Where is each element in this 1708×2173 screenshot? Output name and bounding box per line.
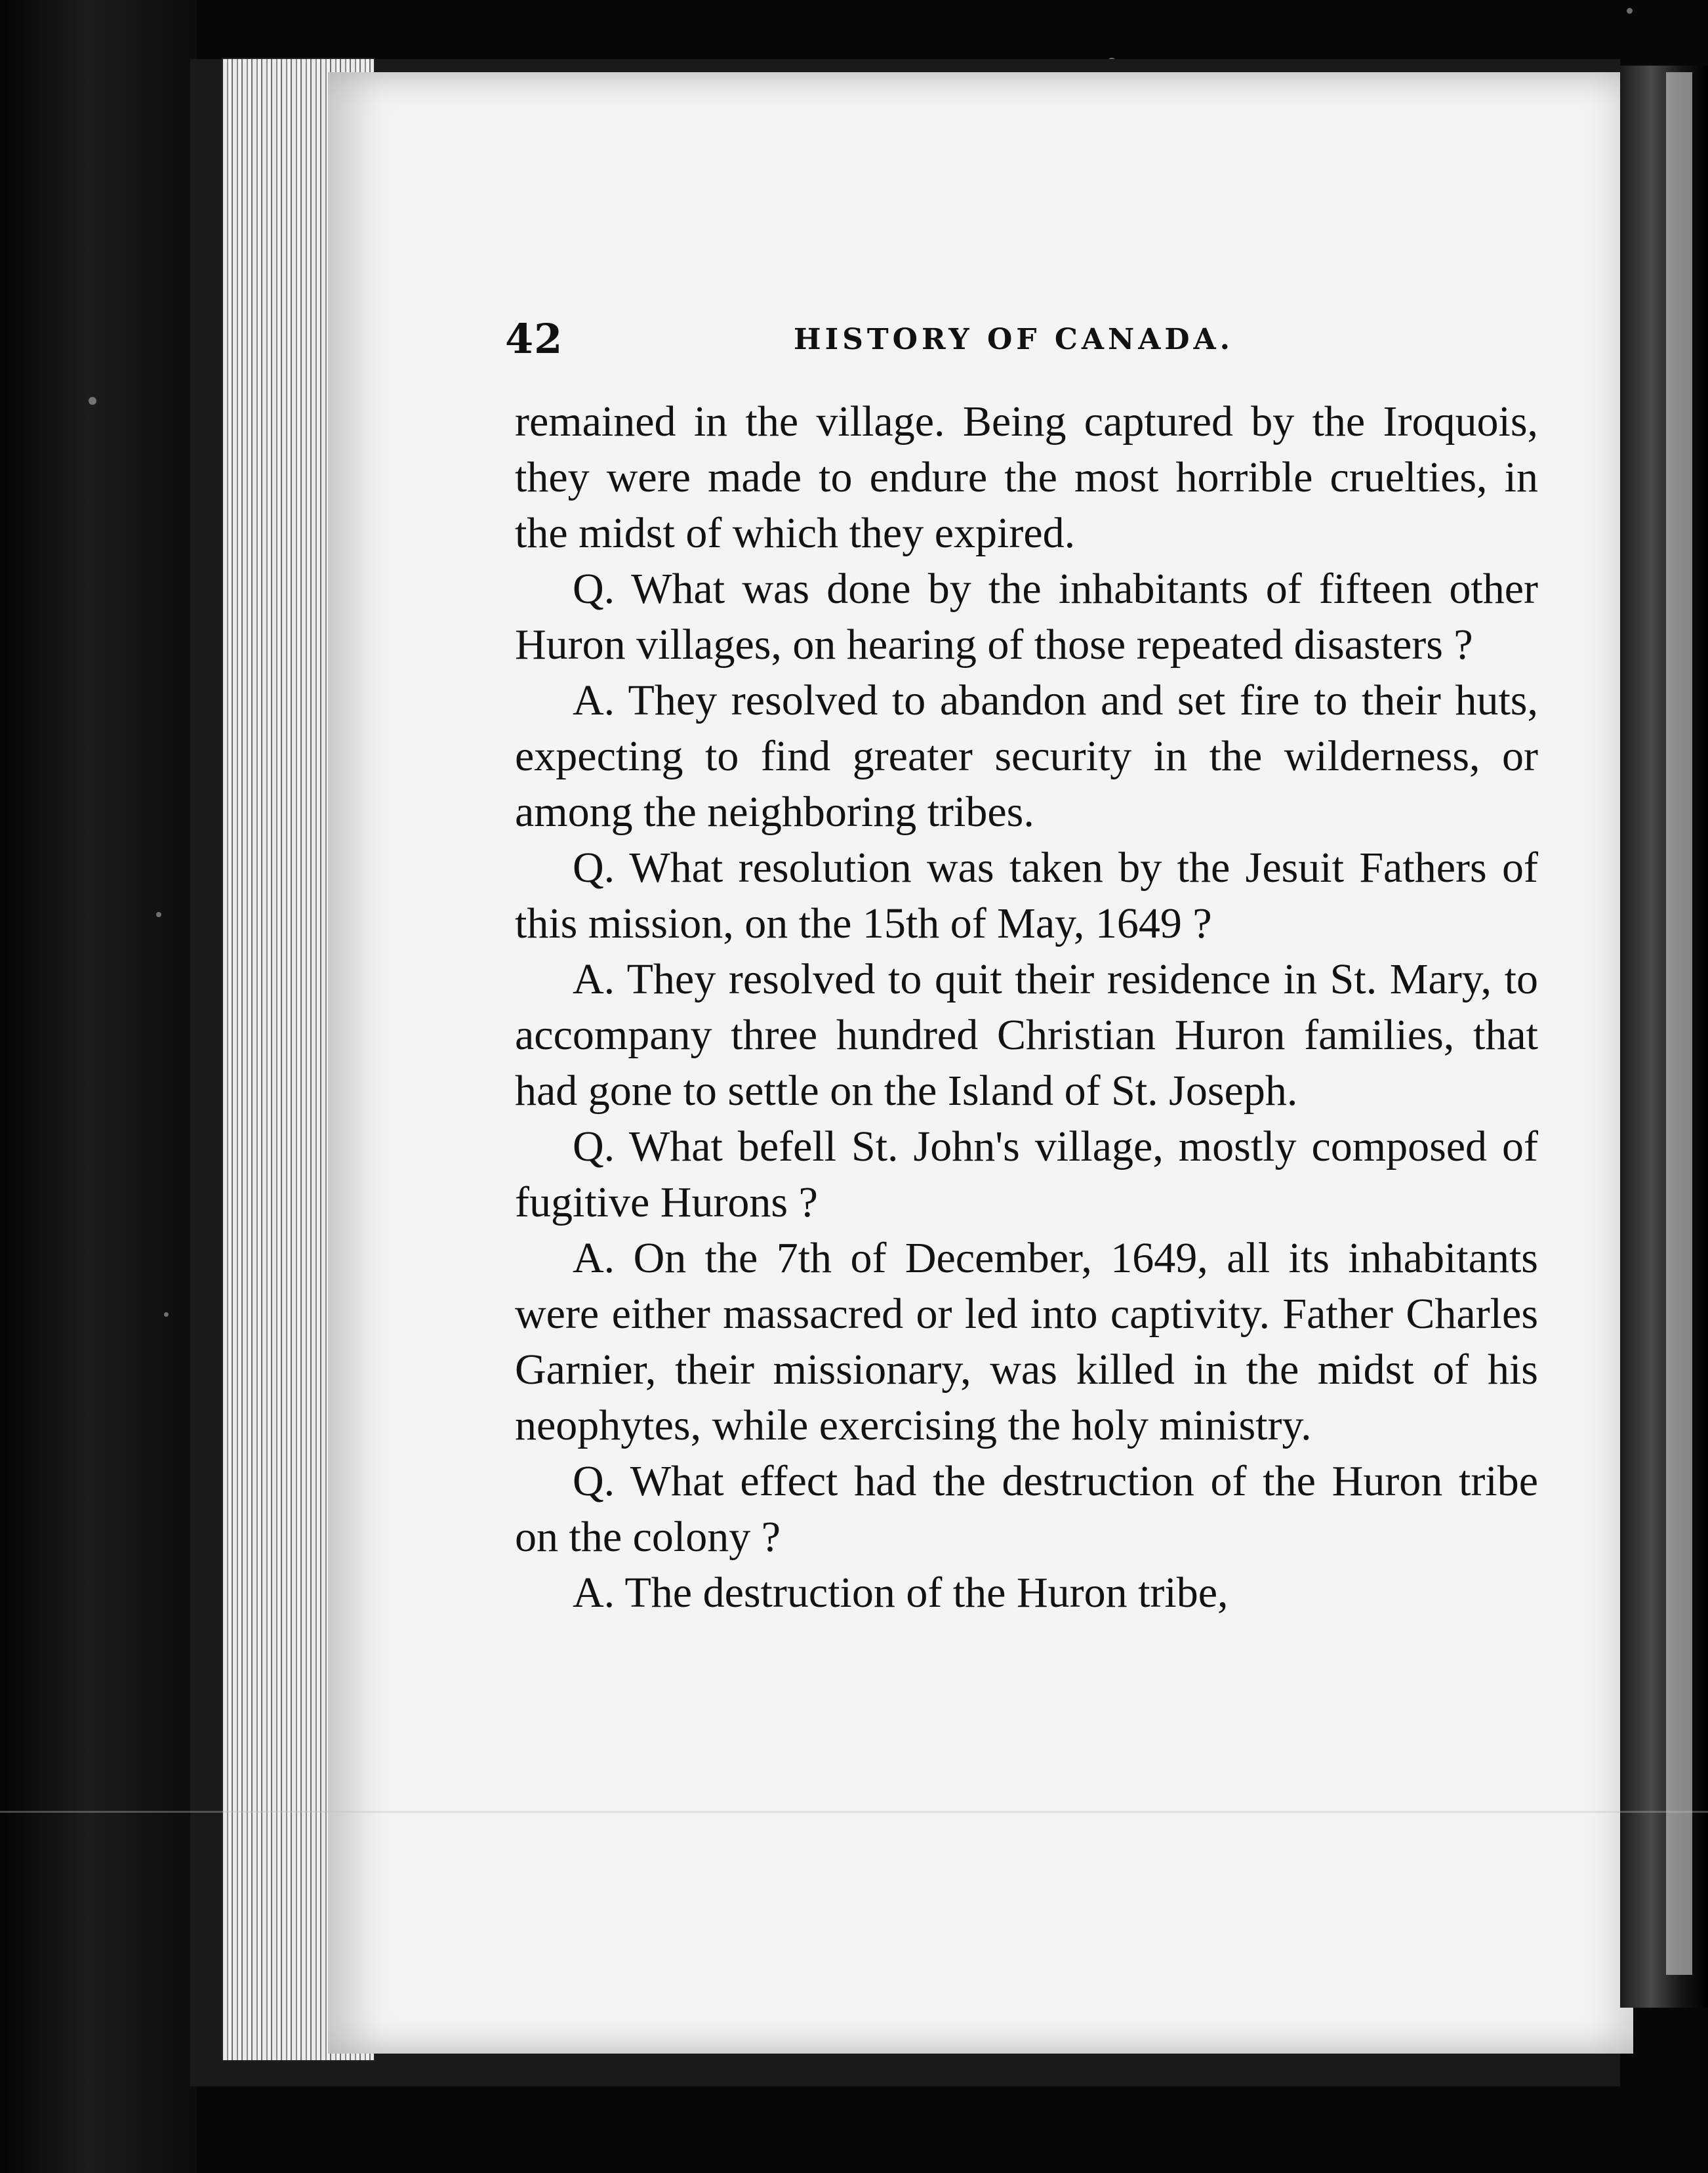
scan-line-artifact	[0, 1811, 1708, 1813]
running-title: HISTORY OF CANADA.	[794, 323, 1234, 356]
question-paragraph: Q. What resolution was taken by the Jesuit Fathers of this mission, on the 15th of May, 1649 ?	[515, 844, 1538, 947]
answer-paragraph: A. They resolved to quit their residence in St. Mary, to accompany three hundred Christian Huron families, that had gone to settle on the Island of St. Joseph.	[515, 955, 1538, 1115]
dust-speck	[164, 1312, 169, 1317]
right-page-highlight	[1666, 72, 1692, 1975]
answer-paragraph: A. They resolved to abandon and set fire to their huts, expecting to find greater security in the wilderness, or among the neighboring tribes.	[515, 676, 1538, 836]
left-margin-shadow	[0, 0, 197, 2173]
answer-paragraph: A. The destruction of the Huron tribe,	[573, 1569, 1229, 1617]
question-paragraph: Q. What befell St. John's village, mostly composed of fugitive Hurons ?	[515, 1123, 1538, 1226]
dust-speck	[89, 397, 96, 405]
right-page-edge	[1620, 66, 1708, 2008]
question-paragraph: Q. What was done by the inhabitants of fifteen other Huron villages, on hearing of those repeated disasters ?	[515, 565, 1538, 669]
page-number: 42	[505, 315, 563, 363]
running-head	[505, 315, 1568, 367]
dust-speck	[156, 912, 161, 917]
paragraph: remained in the village. Being captured by the Iroquois, they were made to endure the most horrible cruelties, in the midst of which they expired.	[515, 398, 1538, 557]
body-text	[515, 394, 1538, 1621]
question-paragraph: Q. What effect had the destruction of the Huron tribe on the colony ?	[515, 1457, 1538, 1561]
dust-speck	[1627, 8, 1633, 14]
answer-paragraph: A. On the 7th of December, 1649, all its inhabitants were either massacred or led into captivity. Father Charles Garnier, their missionary, was killed in the midst of his neophytes, while exercising the holy ministry.	[515, 1234, 1538, 1449]
